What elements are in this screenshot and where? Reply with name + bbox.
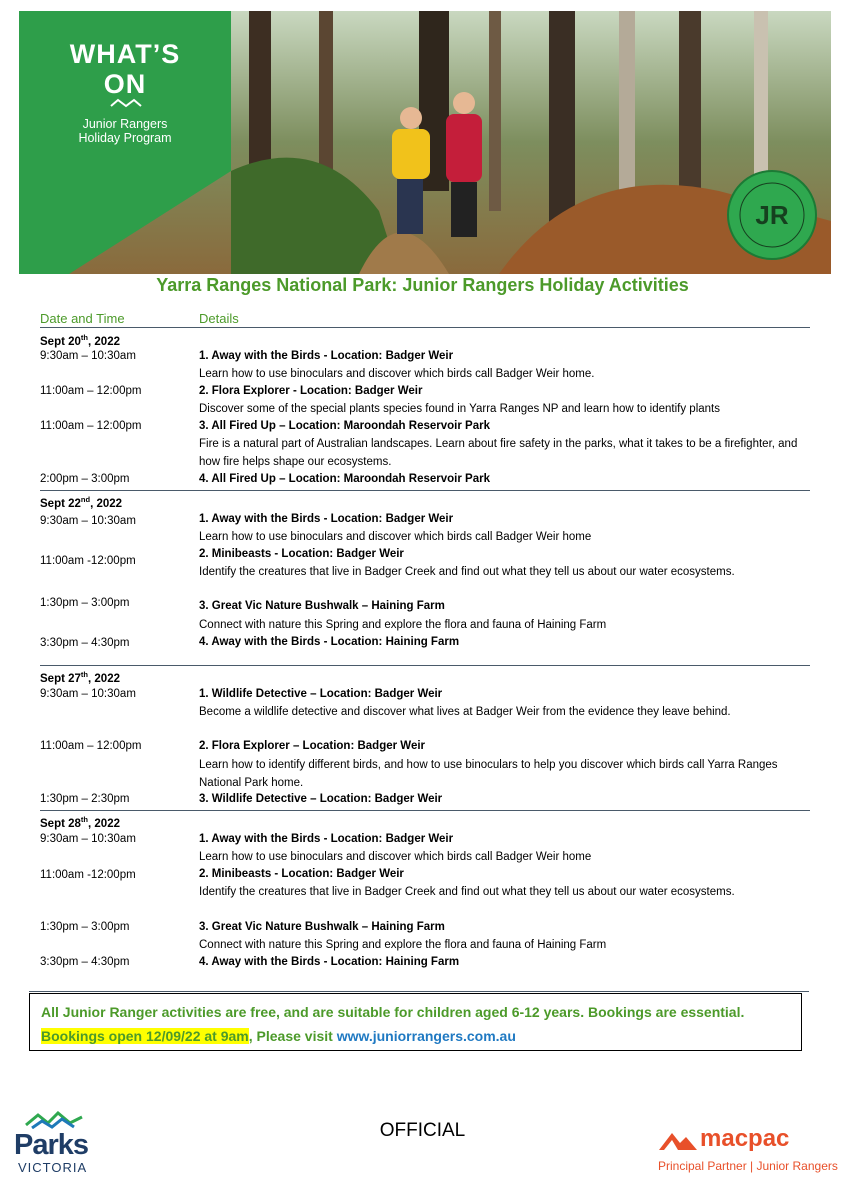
session-name: 2. Flora Explorer - Location: Badger Weir: [199, 385, 423, 397]
macpac-logo: [656, 1125, 838, 1180]
session-description: Learn how to use binoculars and discover which birds call Badger Weir home.: [199, 368, 595, 380]
session-name: 2. Flora Explorer – Location: Badger Weir: [199, 740, 426, 752]
session-time: 11:00am – 12:00pm: [40, 385, 142, 397]
session-time: 11:00am -12:00pm: [40, 555, 136, 567]
whats-on-heading: WHAT’S ON: [69, 39, 181, 99]
session-name: 3. Wildlife Detective – Location: Badger Weir: [199, 793, 443, 805]
session-name: 1. Away with the Birds - Location: Badger Weir: [199, 513, 454, 525]
session-time: 1:30pm – 3:00pm: [40, 921, 130, 933]
day-heading: Sept 28th, 2022: [40, 815, 120, 830]
session-name: 3. All Fired Up – Location: Maroondah Reservoir Park: [199, 420, 490, 432]
session-time: 11:00am -12:00pm: [40, 869, 136, 881]
notice-booking-line: [41, 1028, 516, 1044]
session-name: 4. All Fired Up – Location: Maroondah Reservoir Park: [199, 473, 490, 485]
session-description: Connect with nature this Spring and explore the flora and fauna of Haining Farm: [199, 619, 607, 631]
session-description: Connect with nature this Spring and explore the flora and fauna of Haining Farm: [199, 939, 607, 951]
notice-visit-text: , Please visit: [248, 1028, 337, 1044]
session-time: 3:30pm – 4:30pm: [40, 956, 130, 968]
day-block-sept-28: [40, 812, 810, 982]
session-time: 2:00pm – 3:00pm: [40, 473, 130, 485]
page-title: Yarra Ranges National Park: Junior Rangers Holiday Activities: [156, 275, 689, 295]
wave-icon: [110, 98, 142, 108]
session-name: 3. Great Vic Nature Bushwalk – Haining Farm: [199, 921, 445, 933]
session-time: 3:30pm – 4:30pm: [40, 637, 130, 649]
day-heading: Sept 27th, 2022: [40, 670, 120, 685]
session-name: 2. Minibeasts - Location: Badger Weir: [199, 868, 404, 880]
bookings-open-highlight: Bookings open 12/09/22 at 9am: [41, 1028, 249, 1044]
macpac-wordmark: macpac: [700, 1125, 790, 1152]
table-header: [40, 311, 810, 328]
junior-rangers-badge: [727, 170, 817, 260]
session-description: Identify the creatures that live in Badger Creek and find out what they tell us about our water ecosystems.: [199, 886, 735, 898]
session-name: 1. Away with the Birds - Location: Badger Weir: [199, 350, 454, 362]
macpac-tagline: Principal Partner | Junior Rangers: [658, 1159, 838, 1173]
session-time: 9:30am – 10:30am: [40, 833, 136, 845]
session-name: 4. Away with the Birds - Location: Haining Farm: [199, 956, 460, 968]
header-date-time: Date and Time: [40, 311, 125, 326]
session-name: 1. Wildlife Detective – Location: Badger Weir: [199, 688, 443, 700]
session-time: 11:00am – 12:00pm: [40, 420, 142, 432]
macpac-mountain-icon: [658, 1129, 698, 1151]
session-description: Learn how to use binoculars and discover which birds call Badger Weir home: [199, 851, 592, 863]
session-name: 2. Minibeasts - Location: Badger Weir: [199, 548, 404, 560]
day-heading: Sept 20th, 2022: [40, 333, 120, 348]
session-time: 9:30am – 10:30am: [40, 688, 136, 700]
session-time: 9:30am – 10:30am: [40, 515, 136, 527]
session-description: Fire is a natural part of Australian landscapes. Learn about fire safety in the parks, what it takes to be a firefighter, and how fire helps shape our ecosystems.: [199, 438, 798, 468]
table-bottom-rule: [29, 991, 809, 992]
session-description: Learn how to identify different birds, and how to use binoculars to help you discover which birds call Yarra Ranges National Park home.: [199, 759, 778, 789]
junior-rangers-link[interactable]: www.juniorrangers.com.au: [336, 1028, 516, 1044]
session-description: Learn how to use binoculars and discover which birds call Badger Weir home: [199, 531, 592, 543]
day-heading: Sept 22nd, 2022: [40, 495, 123, 510]
session-name: 4. Away with the Birds - Location: Haining Farm: [199, 636, 460, 648]
session-time: 1:30pm – 3:00pm: [40, 597, 130, 609]
day-block-sept-22: [40, 492, 810, 666]
day-block-sept-27: [40, 667, 810, 811]
hero-banner: [19, 11, 831, 274]
session-time: 11:00am – 12:00pm: [40, 740, 142, 752]
notice-free-text: All Junior Ranger activities are free, and are suitable for children aged 6-12 years. Bookings are essential.: [41, 1004, 745, 1020]
victoria-wordmark: VICTORIA: [18, 1160, 88, 1175]
day-block-sept-20: [40, 329, 810, 491]
session-description: Identify the creatures that live in Badger Creek and find out what they tell us about our water ecosystems.: [199, 566, 735, 578]
booking-notice: [29, 993, 802, 1051]
session-time: 1:30pm – 2:30pm: [40, 793, 130, 805]
badge-letters: JR: [755, 200, 789, 230]
session-name: 1. Away with the Birds - Location: Badger Weir: [199, 833, 454, 845]
parks-wordmark: Parks: [14, 1129, 89, 1161]
session-name: 3. Great Vic Nature Bushwalk – Haining Farm: [199, 600, 445, 612]
whats-on-subtitle: Junior Rangers Holiday Program: [78, 117, 172, 145]
session-description: Become a wildlife detective and discover what lives at Badger Weir from the evidence they leave behind.: [199, 706, 731, 718]
header-details: Details: [199, 311, 239, 326]
session-time: 9:30am – 10:30am: [40, 350, 136, 362]
session-description: Discover some of the special plants species found in Yarra Ranges NP and learn how to identify plants: [199, 403, 720, 415]
official-label: OFFICIAL: [379, 1120, 466, 1141]
